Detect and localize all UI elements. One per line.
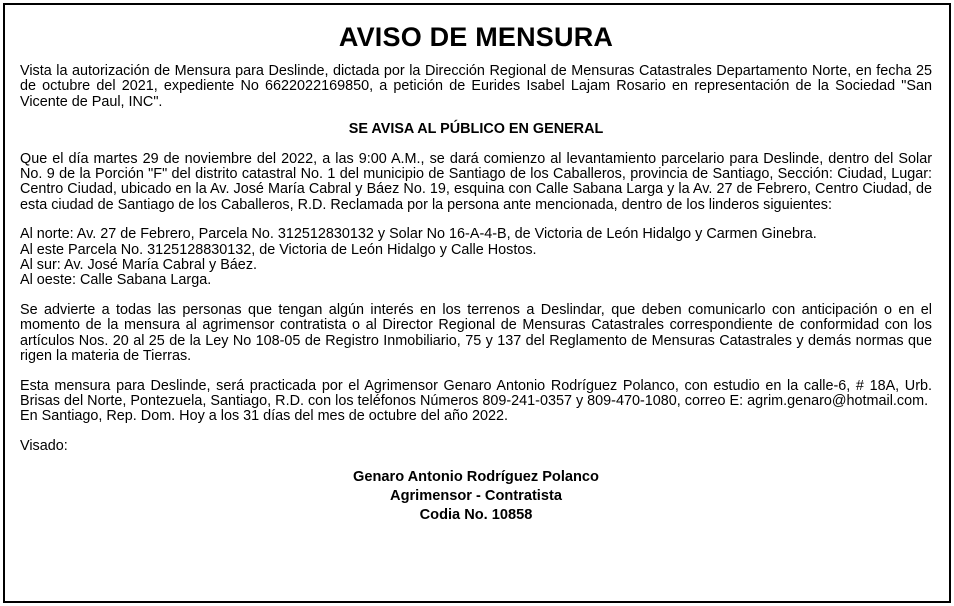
notice-content [20, 5, 932, 525]
signature-codia: Codia No. 10858 [419, 507, 533, 524]
signature-role: Agrimensor - Contratista [390, 488, 562, 505]
surveyor-paragraph: Esta mensura para Deslinde, será practicada por el Agrimensor Genaro Antonio Rodríguez Polanco, con estudio en la calle-6, # 18A, Urb. Brisas del Norte, Pontezuela, Santiago, R.D. con los teléfonos Números 809-241-0357 y 809-470-1080, correo E: agrim.genaro@hotmail.com. [20, 377, 932, 409]
visado-label: Visado: [20, 437, 68, 454]
warning-paragraph: Se advierte a todas las personas que tengan algún interés en los terrenos a Deslindar, que deben comunicarlo con anticipación o en el momento de la mensura al agrimensor contratista o al Director Regional de Mensuras Catastrales correspondiente de conformidad con los artículos Nos. 20 al 25 de la Ley No 108-05 de Registro Inmobiliario, 75 y 137 del Reglamento de Mensuras Catastrales y demás normas que rigen la materia de Tierras. [20, 301, 932, 365]
boundary-west: Al oeste: Calle Sabana Larga. [20, 272, 212, 289]
place-date-line: En Santiago, Rep. Dom. Hoy a los 31 días del mes de octubre del año 2022. [20, 408, 508, 425]
boundary-south: Al sur: Av. José María Cabral y Báez. [20, 257, 258, 274]
public-notice-heading: SE AVISA AL PÚBLICO EN GENERAL [348, 121, 604, 138]
boundaries-list [20, 227, 932, 289]
notice-frame [3, 3, 951, 603]
notice-title: AVISO DE MENSURA [338, 22, 614, 52]
intro-paragraph: Vista la autorización de Mensura para Deslinde, dictada por la Dirección Regional de Mensuras Catastrales Departamento Norte, en fecha 25 de octubre del 2021, expediente No 6622022169850, a petición de Eurides Isabel Lajam Rosario en representación de la Sociedad "San Vicente de Paul, INC". [20, 63, 932, 110]
signature-name: Genaro Antonio Rodríguez Polanco [353, 469, 599, 486]
boundary-east: Al este Parcela No. 3125128830132, de Victoria de León Hidalgo y Calle Hostos. [20, 241, 537, 258]
signature-block [20, 468, 932, 525]
boundary-north: Al norte: Av. 27 de Febrero, Parcela No. 312512830132 y Solar No 16-A-4-B, de Victoria de León Hidalgo y Carmen Ginebra. [20, 226, 817, 243]
notice-paragraph: Que el día martes 29 de noviembre del 2022, a las 9:00 A.M., se dará comienzo al levantamiento parcelario para Deslinde, dentro del Solar No. 9 de la Porción "F" del distrito catastral No. 1 del municipio de Santiago de los Caballeros, provincia de Santiago, Sección: Ciudad, Lugar: Centro Ciudad, ubicado en la Av. José María Cabral y Báez No. 19, esquina con Calle Sabana Larga y la Av. 27 de Febrero, Centro Ciudad, de esta ciudad de Santiago de los Caballeros, R.D. Reclamada por la persona ante mencionada, dentro de los linderos siguientes: [20, 150, 932, 213]
